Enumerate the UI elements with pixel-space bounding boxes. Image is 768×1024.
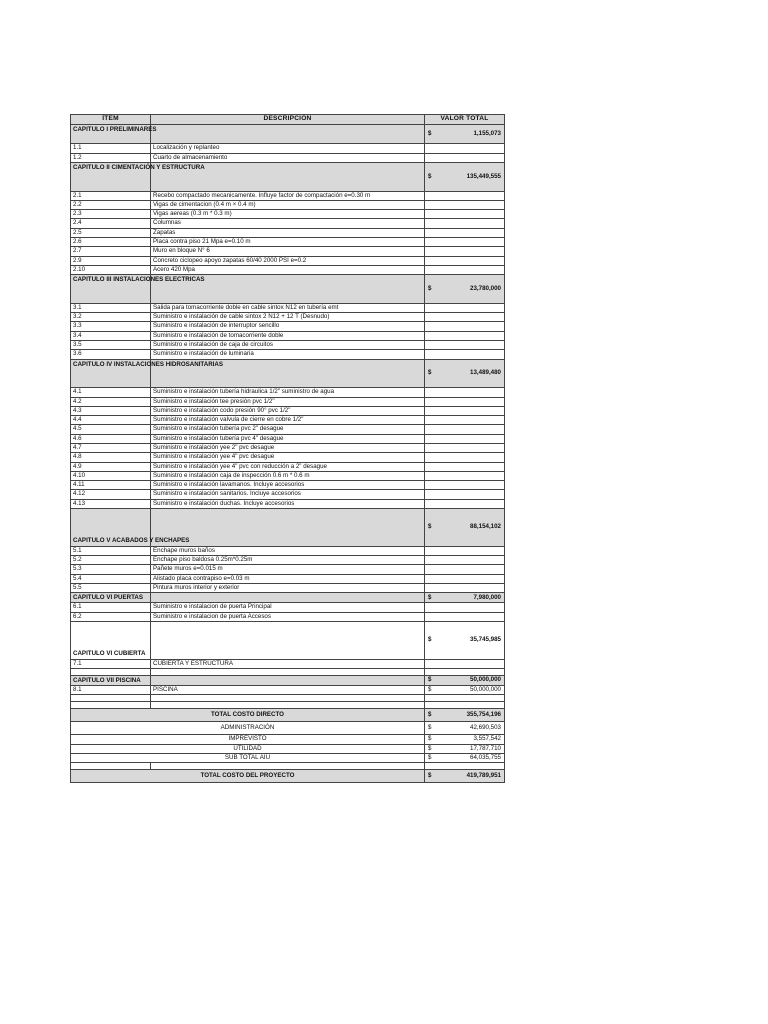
money-wrap bbox=[427, 711, 502, 719]
item-description: Vigas de cimentacion (0.4 m × 0.4 m) bbox=[151, 200, 425, 209]
currency-sign: $ bbox=[428, 369, 432, 377]
header-descripcion: DESCRIPCIÓN bbox=[151, 115, 425, 125]
spacer-cell bbox=[71, 763, 151, 770]
summary-label: SUB TOTAL AIU bbox=[71, 753, 425, 762]
spacer-cell bbox=[151, 763, 425, 770]
summary-row bbox=[71, 753, 505, 762]
item-description: Acero 420 Mpa bbox=[151, 265, 425, 274]
item-code: 5.2 bbox=[71, 555, 151, 564]
item-code: 3.1 bbox=[71, 303, 151, 312]
chapter-title-text: CAPITULO VI PUERTAS bbox=[73, 594, 144, 602]
spacer-row bbox=[71, 702, 505, 709]
item-row bbox=[71, 322, 505, 331]
item-description: Suministro e instalación yee 4" pvc con reducción a 2" desague bbox=[151, 462, 425, 471]
spacer-cell bbox=[425, 702, 505, 709]
item-row bbox=[71, 247, 505, 256]
summary-row bbox=[71, 709, 505, 722]
spacer-row bbox=[71, 668, 505, 675]
item-description: Suministro e instalación de caja de circuitos bbox=[151, 341, 425, 350]
item-row bbox=[71, 659, 505, 668]
item-row bbox=[71, 686, 505, 695]
item-value-blank bbox=[425, 313, 505, 322]
item-description: Suministro e instalación de interruptor sencillo bbox=[151, 322, 425, 331]
item-value-blank bbox=[425, 471, 505, 480]
spacer-cell bbox=[71, 668, 151, 675]
currency-sign: $ bbox=[428, 772, 432, 780]
chapter-title-text: CAPITULO II CIMENTACIÓN Y ESTRUCTURA bbox=[73, 163, 205, 171]
item-code: 3.5 bbox=[71, 341, 151, 350]
item-row bbox=[71, 331, 505, 340]
amount: 88,154,102 bbox=[470, 523, 501, 531]
item-description: Suministro e instalación tee presión pvc 1/2" bbox=[151, 397, 425, 406]
currency-sign: $ bbox=[428, 523, 432, 531]
item-row bbox=[71, 406, 505, 415]
currency-sign: $ bbox=[428, 711, 432, 719]
item-value bbox=[425, 686, 505, 695]
item-value-blank bbox=[425, 153, 505, 162]
item-value-blank bbox=[425, 574, 505, 583]
item-code: 5.1 bbox=[71, 546, 151, 555]
item-description: Suministro e instalación yee 4" pvc desague bbox=[151, 453, 425, 462]
amount: 135,449,555 bbox=[466, 172, 501, 180]
amount: 7,980,000 bbox=[473, 593, 501, 601]
item-value-blank bbox=[425, 303, 505, 312]
currency-sign: $ bbox=[428, 130, 432, 138]
item-code: 6.1 bbox=[71, 603, 151, 612]
amount: 50,000,000 bbox=[470, 676, 501, 684]
item-code: 3.2 bbox=[71, 313, 151, 322]
item-value-blank bbox=[425, 462, 505, 471]
summary-label: ADMINISTRACIÓN bbox=[71, 722, 425, 735]
chapter-title bbox=[71, 162, 205, 191]
item-description: PISCINA bbox=[151, 686, 425, 695]
chapter-row bbox=[71, 593, 505, 603]
item-value-blank bbox=[425, 322, 505, 331]
amount: 42,690,503 bbox=[470, 724, 501, 732]
summary-label: TOTAL COSTO DEL PROYECTO bbox=[71, 770, 425, 783]
amount: 23,780,000 bbox=[470, 284, 501, 292]
item-code: 3.3 bbox=[71, 322, 151, 331]
summary-label: TOTAL COSTO DIRECTO bbox=[71, 709, 425, 722]
item-row bbox=[71, 481, 505, 490]
item-description: Suministro e instalacion de puerta Accesos bbox=[151, 612, 425, 621]
money-wrap bbox=[427, 676, 502, 684]
chapter-total bbox=[425, 162, 505, 191]
item-description: Vigas aereas (0.3 m * 0.3 m) bbox=[151, 210, 425, 219]
item-description: CUBIERTA Y ESTRUCTURA bbox=[151, 659, 425, 668]
item-description: Enchape piso baldosa 0.25m*0.25m bbox=[151, 555, 425, 564]
item-description: Concreto ciclopeo apoyo zapatas 60/40 2000 PSI e=0.2 bbox=[151, 256, 425, 265]
currency-sign: $ bbox=[428, 753, 432, 761]
currency-sign: $ bbox=[428, 724, 432, 732]
item-code: 4.8 bbox=[71, 453, 151, 462]
item-row bbox=[71, 191, 505, 200]
chapter-row bbox=[71, 621, 505, 659]
item-description: Alistado placa contrapiso e=0.03 m bbox=[151, 574, 425, 583]
chapter-desc-blank bbox=[151, 125, 425, 144]
item-row bbox=[71, 425, 505, 434]
header-valor: VALOR TOTAL bbox=[425, 115, 505, 125]
chapter-total bbox=[425, 675, 505, 685]
item-code: 3.6 bbox=[71, 350, 151, 359]
item-code: 3.4 bbox=[71, 331, 151, 340]
item-code: 4.7 bbox=[71, 444, 151, 453]
item-value-blank bbox=[425, 256, 505, 265]
summary-row bbox=[71, 735, 505, 744]
summary-row bbox=[71, 722, 505, 735]
item-row bbox=[71, 444, 505, 453]
item-row bbox=[71, 313, 505, 322]
item-value-blank bbox=[425, 659, 505, 668]
amount: 17,787,710 bbox=[470, 744, 501, 752]
header-row bbox=[71, 115, 505, 125]
item-value-blank bbox=[425, 350, 505, 359]
item-row bbox=[71, 303, 505, 312]
item-code: 2.5 bbox=[71, 228, 151, 237]
money-wrap bbox=[427, 724, 502, 732]
summary-row bbox=[71, 770, 505, 783]
item-value-blank bbox=[425, 238, 505, 247]
chapter-title-text: CAPITULO VI CUBIERTA bbox=[73, 650, 146, 658]
currency-sign: $ bbox=[428, 744, 432, 752]
item-value-blank bbox=[425, 546, 505, 555]
amount: 1,155,073 bbox=[473, 130, 501, 138]
item-row bbox=[71, 612, 505, 621]
money-wrap bbox=[427, 636, 502, 644]
item-row bbox=[71, 210, 505, 219]
item-description: Suministro e instalación codo presión 90° pvc 1/2" bbox=[151, 406, 425, 415]
item-row bbox=[71, 555, 505, 564]
item-row bbox=[71, 200, 505, 209]
chapter-title bbox=[71, 359, 223, 388]
item-row bbox=[71, 153, 505, 162]
currency-sign: $ bbox=[428, 284, 432, 292]
item-value-blank bbox=[425, 144, 505, 153]
chapter-title-text: CAPITULO V ACABADOS Y ENCHAPES bbox=[73, 537, 190, 545]
spacer-cell bbox=[71, 702, 151, 709]
chapter-total bbox=[425, 621, 505, 659]
item-description: Pintura muros interior y exterior bbox=[151, 583, 425, 592]
item-code: 2.10 bbox=[71, 265, 151, 274]
spacer-cell bbox=[425, 668, 505, 675]
item-code: 4.10 bbox=[71, 471, 151, 480]
chapter-row bbox=[71, 359, 505, 388]
summary-value bbox=[425, 753, 505, 762]
item-value-blank bbox=[425, 210, 505, 219]
item-code: 7.1 bbox=[71, 659, 151, 668]
item-row bbox=[71, 583, 505, 592]
item-code: 4.5 bbox=[71, 425, 151, 434]
money-wrap bbox=[427, 369, 502, 377]
item-description: Suministro e instalación yee 2" pvc desague bbox=[151, 444, 425, 453]
item-row bbox=[71, 265, 505, 274]
currency-sign: $ bbox=[428, 172, 432, 180]
money-wrap bbox=[427, 754, 502, 762]
item-description: Localización y replanteo bbox=[151, 144, 425, 153]
summary-value bbox=[425, 770, 505, 783]
chapter-total bbox=[425, 125, 505, 144]
item-code: 4.3 bbox=[71, 406, 151, 415]
item-description: Suministro e instalación de cable sintox 2 N12 + 12 T (Desnudo) bbox=[151, 313, 425, 322]
item-description: Recebo compactado mecanicamente. Influye factor de compactación e=0.30 m bbox=[151, 191, 425, 200]
chapter-row bbox=[71, 162, 505, 191]
item-value-blank bbox=[425, 603, 505, 612]
spacer-cell bbox=[425, 695, 505, 702]
item-row bbox=[71, 256, 505, 265]
chapter-title bbox=[71, 675, 151, 685]
item-value-blank bbox=[425, 397, 505, 406]
spacer-cell bbox=[425, 763, 505, 770]
amount: 64,035,755 bbox=[470, 753, 501, 761]
chapter-total bbox=[425, 593, 505, 603]
chapter-title-text: CAPITULO I PRELIMINARES bbox=[73, 126, 157, 133]
summary-value bbox=[425, 744, 505, 753]
chapter-row bbox=[71, 125, 505, 144]
money-wrap bbox=[427, 745, 502, 753]
item-code: 2.9 bbox=[71, 256, 151, 265]
item-row bbox=[71, 341, 505, 350]
amount: 3,557,542 bbox=[473, 735, 501, 743]
spacer-cell bbox=[151, 695, 425, 702]
item-code: 8.1 bbox=[71, 686, 151, 695]
header-item: ÍTEM bbox=[71, 115, 151, 125]
chapter-desc-blank bbox=[151, 509, 425, 547]
currency-sign: $ bbox=[428, 735, 432, 743]
chapter-row bbox=[71, 675, 505, 685]
item-row bbox=[71, 565, 505, 574]
item-description: Muro en bloque N° 6 bbox=[151, 247, 425, 256]
item-description: Suministro e instalación valvula de cierre en cobre 1/2" bbox=[151, 416, 425, 425]
chapter-title-text: CAPITULO III INSTALACIONES ELECTRICAS bbox=[73, 276, 205, 284]
item-row bbox=[71, 546, 505, 555]
item-value-blank bbox=[425, 583, 505, 592]
item-description: Suministro e instalación de luminaria bbox=[151, 350, 425, 359]
amount: 355,754,196 bbox=[466, 711, 501, 719]
item-description: Suministro e instalacion de puerta Principal bbox=[151, 603, 425, 612]
item-row bbox=[71, 574, 505, 583]
item-code: 1.2 bbox=[71, 153, 151, 162]
item-code: 5.4 bbox=[71, 574, 151, 583]
item-code: 4.2 bbox=[71, 397, 151, 406]
item-code: 2.1 bbox=[71, 191, 151, 200]
item-description: Salida para tomacorriente doble en cable sintox N12 en tubería emt bbox=[151, 303, 425, 312]
item-code: 1.1 bbox=[71, 144, 151, 153]
spacer-cell bbox=[151, 668, 425, 675]
item-code: 4.4 bbox=[71, 416, 151, 425]
item-value-blank bbox=[425, 499, 505, 508]
item-description: Enchape muros baños bbox=[151, 546, 425, 555]
item-value-blank bbox=[425, 341, 505, 350]
chapter-desc-blank bbox=[151, 675, 425, 685]
item-code: 4.9 bbox=[71, 462, 151, 471]
money-wrap bbox=[427, 772, 502, 780]
item-value-blank bbox=[425, 247, 505, 256]
item-description: Suministro e instalación caja de inspección 0.6 m * 0.6 m bbox=[151, 471, 425, 480]
item-description: Suministro e instalación tubería pvc 2" desague bbox=[151, 425, 425, 434]
item-value-blank bbox=[425, 416, 505, 425]
item-value-blank bbox=[425, 228, 505, 237]
item-description: Pañete muros e=0.015 m bbox=[151, 565, 425, 574]
item-value-blank bbox=[425, 434, 505, 443]
item-code: 4.12 bbox=[71, 490, 151, 499]
spacer-row bbox=[71, 695, 505, 702]
item-row bbox=[71, 397, 505, 406]
item-description: Placa contra piso 21 Mpa e=0.10 m bbox=[151, 238, 425, 247]
budget-table bbox=[70, 114, 505, 783]
item-description: Suministro e instalación tubería pvc 4" desague bbox=[151, 434, 425, 443]
chapter-title bbox=[71, 275, 205, 304]
item-value-blank bbox=[425, 191, 505, 200]
item-value-blank bbox=[425, 555, 505, 564]
spacer-row bbox=[71, 763, 505, 770]
item-row bbox=[71, 144, 505, 153]
item-value-blank bbox=[425, 490, 505, 499]
money-wrap bbox=[427, 523, 502, 531]
currency-sign: $ bbox=[428, 593, 432, 601]
item-description: Suministro e instalación tubería hidraulica 1/2" suministro de agua bbox=[151, 388, 425, 397]
item-code: 2.4 bbox=[71, 219, 151, 228]
chapter-total bbox=[425, 275, 505, 304]
item-value-blank bbox=[425, 265, 505, 274]
item-code: 4.1 bbox=[71, 388, 151, 397]
item-value-blank bbox=[425, 425, 505, 434]
item-code: 5.5 bbox=[71, 583, 151, 592]
item-value-blank bbox=[425, 406, 505, 415]
item-row bbox=[71, 388, 505, 397]
spacer-cell bbox=[151, 702, 425, 709]
item-code: 2.3 bbox=[71, 210, 151, 219]
currency-sign: $ bbox=[428, 636, 432, 644]
item-description: Suministro e instalación de tomacorriente doble bbox=[151, 331, 425, 340]
summary-row bbox=[71, 744, 505, 753]
chapter-title bbox=[71, 509, 190, 547]
chapter-total bbox=[425, 509, 505, 547]
money-wrap bbox=[427, 173, 502, 181]
currency-sign: $ bbox=[428, 686, 432, 694]
chapter-title bbox=[71, 593, 151, 603]
item-code: 4.11 bbox=[71, 481, 151, 490]
summary-label: UTILIDAD bbox=[71, 744, 425, 753]
item-value-blank bbox=[425, 219, 505, 228]
item-description: Zapatas bbox=[151, 228, 425, 237]
summary-value bbox=[425, 709, 505, 722]
item-code: 2.7 bbox=[71, 247, 151, 256]
item-row bbox=[71, 434, 505, 443]
amount: 35,745,985 bbox=[470, 636, 501, 644]
money-wrap bbox=[427, 285, 502, 293]
chapter-desc-blank bbox=[151, 593, 425, 603]
item-code: 6.2 bbox=[71, 612, 151, 621]
money-wrap bbox=[427, 594, 502, 602]
money-wrap bbox=[427, 686, 502, 694]
item-row bbox=[71, 453, 505, 462]
item-value-blank bbox=[425, 331, 505, 340]
item-row bbox=[71, 350, 505, 359]
chapter-title bbox=[71, 621, 151, 659]
chapter-total bbox=[425, 359, 505, 388]
chapter-row bbox=[71, 275, 505, 304]
spacer-cell bbox=[71, 695, 151, 702]
item-code: 2.6 bbox=[71, 238, 151, 247]
item-description: Cuarto de almacenamiento bbox=[151, 153, 425, 162]
chapter-desc-blank bbox=[151, 621, 425, 659]
item-code: 5.3 bbox=[71, 565, 151, 574]
chapter-title bbox=[71, 125, 157, 144]
item-description: Columnas bbox=[151, 219, 425, 228]
summary-label: IMPREVISTO bbox=[71, 735, 425, 744]
money-wrap bbox=[427, 130, 502, 138]
item-row bbox=[71, 462, 505, 471]
summary-value bbox=[425, 735, 505, 744]
item-code: 2.2 bbox=[71, 200, 151, 209]
item-value-blank bbox=[425, 200, 505, 209]
item-row bbox=[71, 490, 505, 499]
amount: 419,789,951 bbox=[466, 772, 501, 780]
item-row bbox=[71, 219, 505, 228]
item-description: Suministro e instalación sanitarios. Incluye accesorios bbox=[151, 490, 425, 499]
item-value-blank bbox=[425, 612, 505, 621]
chapter-title-text: CAPITULO VII PISCINA bbox=[73, 676, 141, 684]
currency-sign: $ bbox=[428, 676, 432, 684]
summary-value bbox=[425, 722, 505, 735]
item-row bbox=[71, 416, 505, 425]
item-value-blank bbox=[425, 388, 505, 397]
item-code: 4.13 bbox=[71, 499, 151, 508]
amount: 13,489,480 bbox=[470, 369, 501, 377]
chapter-title-text: CAPITULO IV INSTALACIONES HIDROSANITARIAS bbox=[73, 360, 223, 368]
item-row bbox=[71, 499, 505, 508]
item-description: Suministro e instalación duchas. Incluye accesorios bbox=[151, 499, 425, 508]
item-value-blank bbox=[425, 565, 505, 574]
item-value-blank bbox=[425, 481, 505, 490]
item-row bbox=[71, 238, 505, 247]
item-description: Suministro e instalación lavamanos. Incluye accesorios bbox=[151, 481, 425, 490]
item-value-blank bbox=[425, 444, 505, 453]
item-row bbox=[71, 603, 505, 612]
amount: 50,000,000 bbox=[470, 686, 501, 694]
table-body bbox=[71, 125, 505, 783]
item-value-blank bbox=[425, 453, 505, 462]
item-row bbox=[71, 471, 505, 480]
item-row bbox=[71, 228, 505, 237]
chapter-row bbox=[71, 509, 505, 547]
money-wrap bbox=[427, 735, 502, 743]
item-code: 4.6 bbox=[71, 434, 151, 443]
